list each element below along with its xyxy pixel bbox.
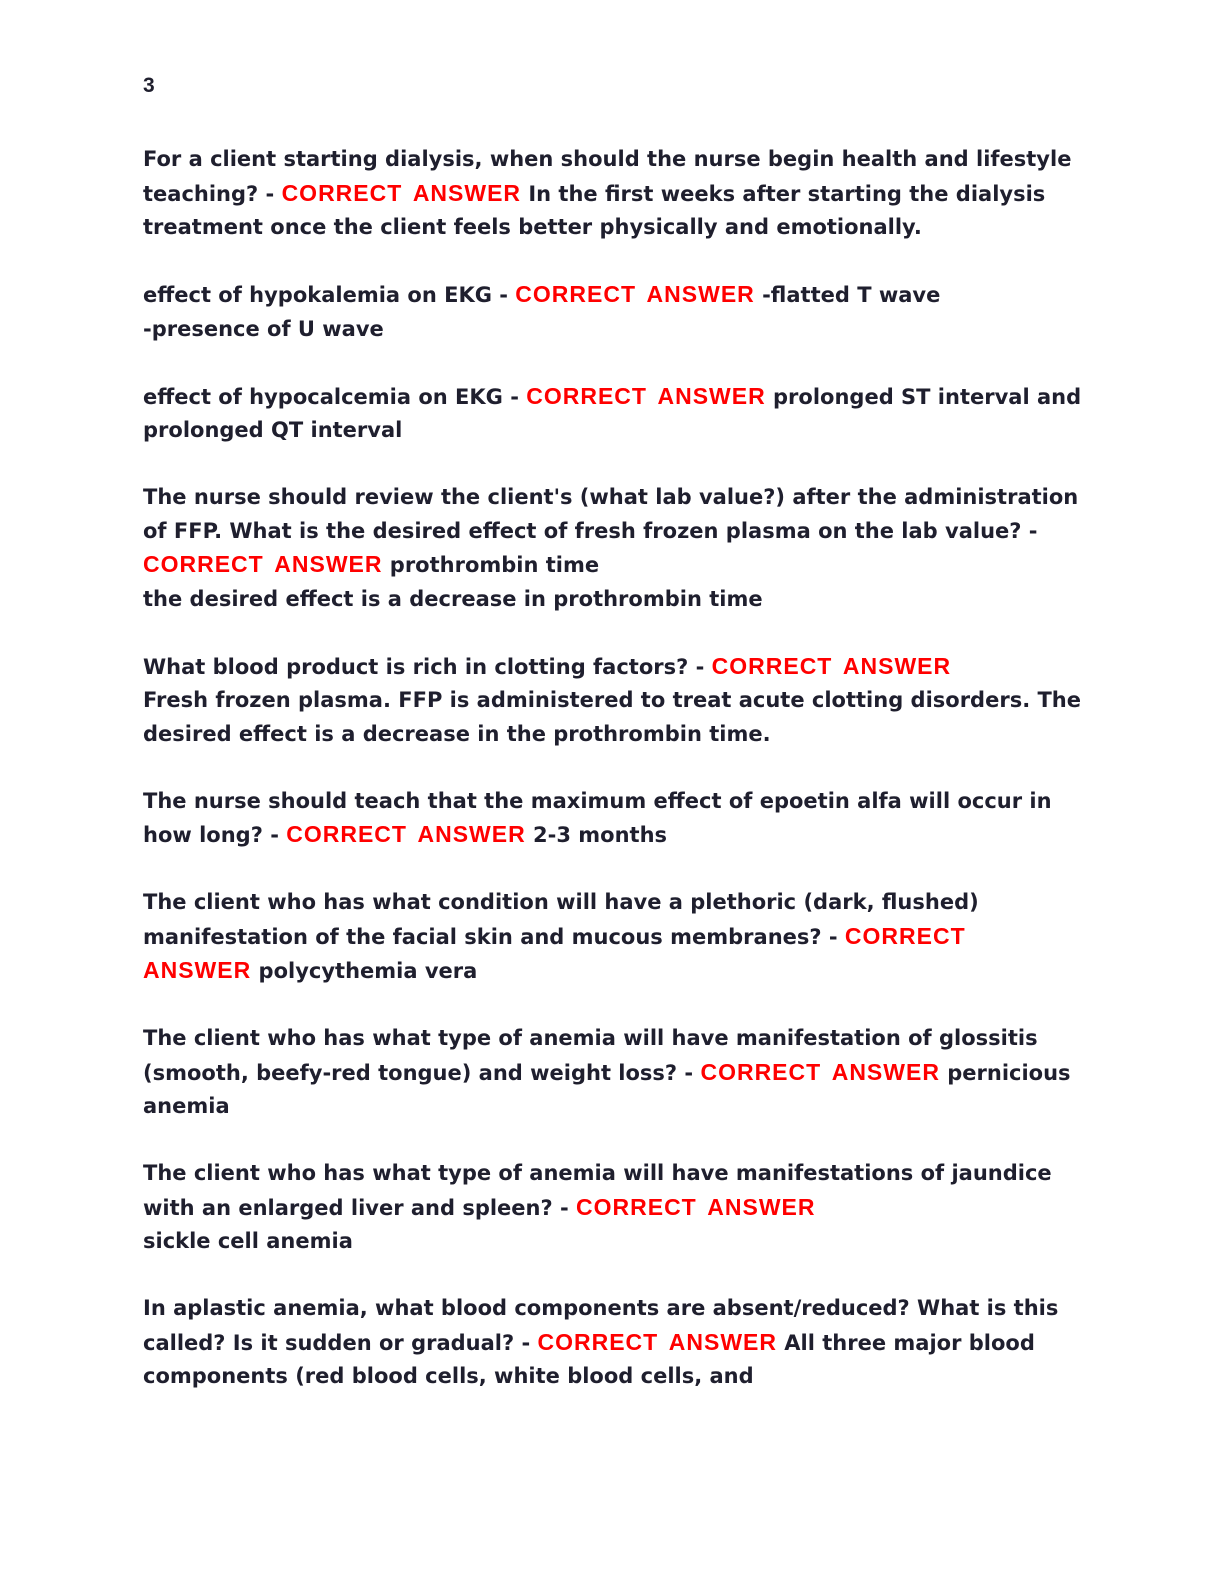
correct-answer-marker: CORRECT ANSWER <box>576 1193 816 1220</box>
qa-item <box>143 1157 1083 1259</box>
qa-item <box>143 650 1083 752</box>
question-text: The client who has what type of anemia will have manifestations of jaundice with an enlarged liver and spleen? - <box>143 1161 1052 1220</box>
page-number: 3 <box>143 74 156 97</box>
qa-item <box>143 481 1083 616</box>
answer-text: -flatted T wave -presence of U wave <box>143 283 941 341</box>
qa-item <box>143 380 1083 448</box>
correct-answer-marker: CORRECT ANSWER <box>711 652 952 679</box>
correct-answer-marker: CORRECT ANSWER <box>286 821 526 847</box>
answer-text: polycythemia vera <box>251 959 478 983</box>
question-text: The client who has what condition will have a plethoric (dark, flushed) manifestation of the facial skin and mucous membranes? - <box>143 890 979 949</box>
question-text: The client who has what type of anemia will have manifestation of glossitis (smooth, beefy-red tongue) and weight loss? - <box>143 1026 1038 1085</box>
correct-answer-marker: CORRECT ANSWER <box>526 382 766 409</box>
answer-text: pernicious anemia <box>143 1060 1071 1118</box>
answer-text: sickle cell anemia <box>143 1229 353 1253</box>
correct-answer-marker: CORRECT ANSWER <box>515 281 755 307</box>
correct-answer-marker: CORRECT ANSWER <box>143 551 383 577</box>
correct-answer-marker: CORRECT ANSWER <box>700 1058 940 1085</box>
question-text: The nurse should review the client's (what lab value?) after the administration of FFP. What is the desired effect of fresh frozen plasma on the lab value? - <box>143 485 1079 543</box>
correct-answer-marker: CORRECT ANSWER <box>281 179 522 206</box>
answer-text: Fresh frozen plasma. FFP is administered to treat acute clotting disorders. The desired effect is a decrease in the prothrombin time. <box>143 688 1081 746</box>
correct-answer-marker: CORRECT ANSWER <box>537 1328 777 1355</box>
qa-item <box>143 886 1083 989</box>
question-text: effect of hypokalemia on EKG - <box>143 283 516 307</box>
qa-item <box>143 278 1083 346</box>
question-text: The nurse should teach that the maximum effect of epoetin alfa will occur in how long? - <box>143 788 1052 847</box>
qa-list <box>143 143 1083 1427</box>
answer-text: In the first weeks after starting the dialysis treatment once the client feels better physically and emotionally. <box>143 181 1046 239</box>
answer-text: prothrombin time the desired effect is a decrease in prothrombin time <box>143 553 763 611</box>
qa-item <box>143 143 1083 245</box>
correct-answer-marker: CORRECT ANSWER <box>143 922 966 983</box>
qa-item <box>143 785 1083 853</box>
question-text: In aplastic anemia, what blood components are absent/reduced? What is this called? Is it sudden or gradual? - <box>143 1296 1059 1355</box>
answer-text: All three major blood components (red blood cells, white blood cells, and <box>143 1330 1035 1388</box>
question-text: What blood product is rich in clotting factors? - <box>143 654 712 679</box>
qa-item <box>143 1022 1083 1124</box>
question-text: For a client starting dialysis, when should the nurse begin health and lifestyle teaching? - <box>143 147 1072 206</box>
qa-item <box>143 1292 1083 1394</box>
question-text: effect of hypocalcemia on EKG - <box>143 384 527 409</box>
answer-text: prolonged ST interval and prolonged QT interval <box>143 384 1082 442</box>
answer-text: 2-3 months <box>525 823 668 847</box>
